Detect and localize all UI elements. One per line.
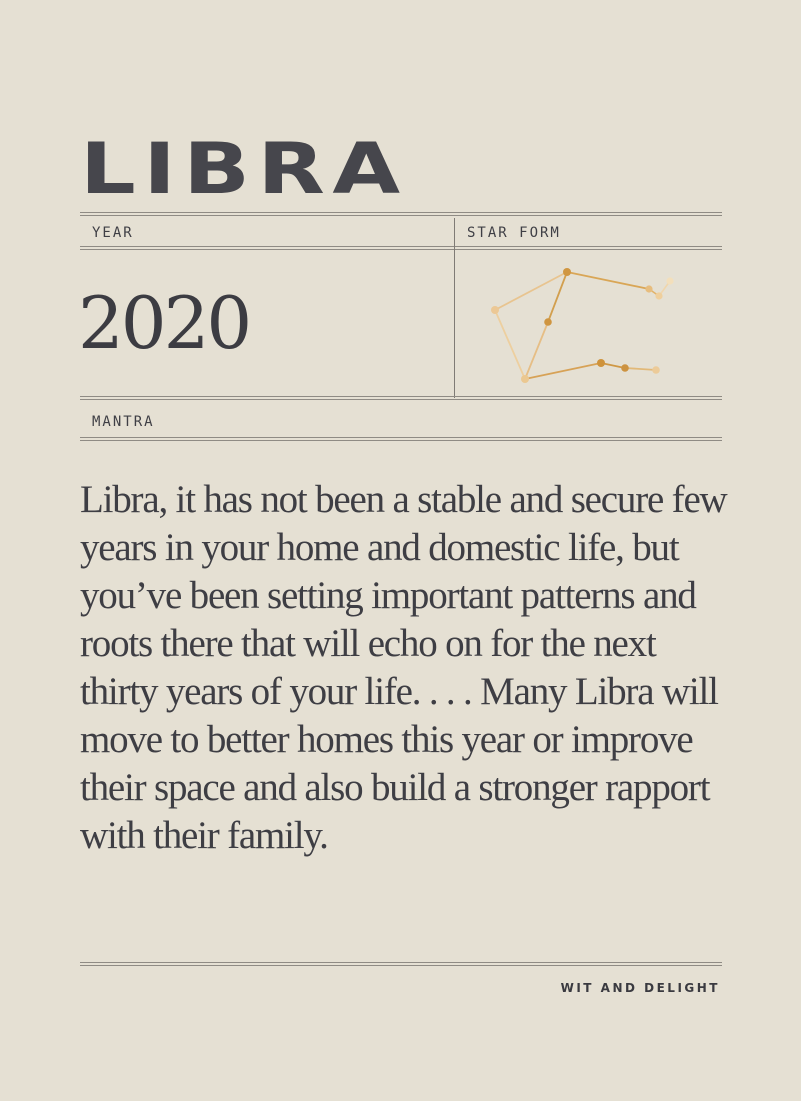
divider-middle: [80, 396, 722, 400]
year-label: YEAR: [92, 225, 134, 241]
brand-name: WIT AND DELIGHT: [560, 981, 720, 995]
divider-mantra: [80, 437, 722, 441]
divider-bottom: [80, 962, 722, 966]
mantra-label: MANTRA: [92, 414, 155, 430]
sign-title: LIBRA: [80, 128, 408, 210]
year-value: 2020: [78, 281, 250, 365]
divider-top: [80, 212, 722, 216]
star-form-label: STAR FORM: [467, 225, 561, 241]
divider-header: [80, 246, 722, 250]
column-divider: [454, 218, 455, 398]
libra-constellation-icon: [470, 258, 710, 393]
mantra-text: Libra, it has not been a stable and secure few years in your home and domestic life, but you’ve been setting important patterns and roots there that will echo on for the next thirty years of your life. . . . Many Libra will move to better homes this year or improve their space and also build a stronger rapport with their family.: [80, 478, 727, 857]
